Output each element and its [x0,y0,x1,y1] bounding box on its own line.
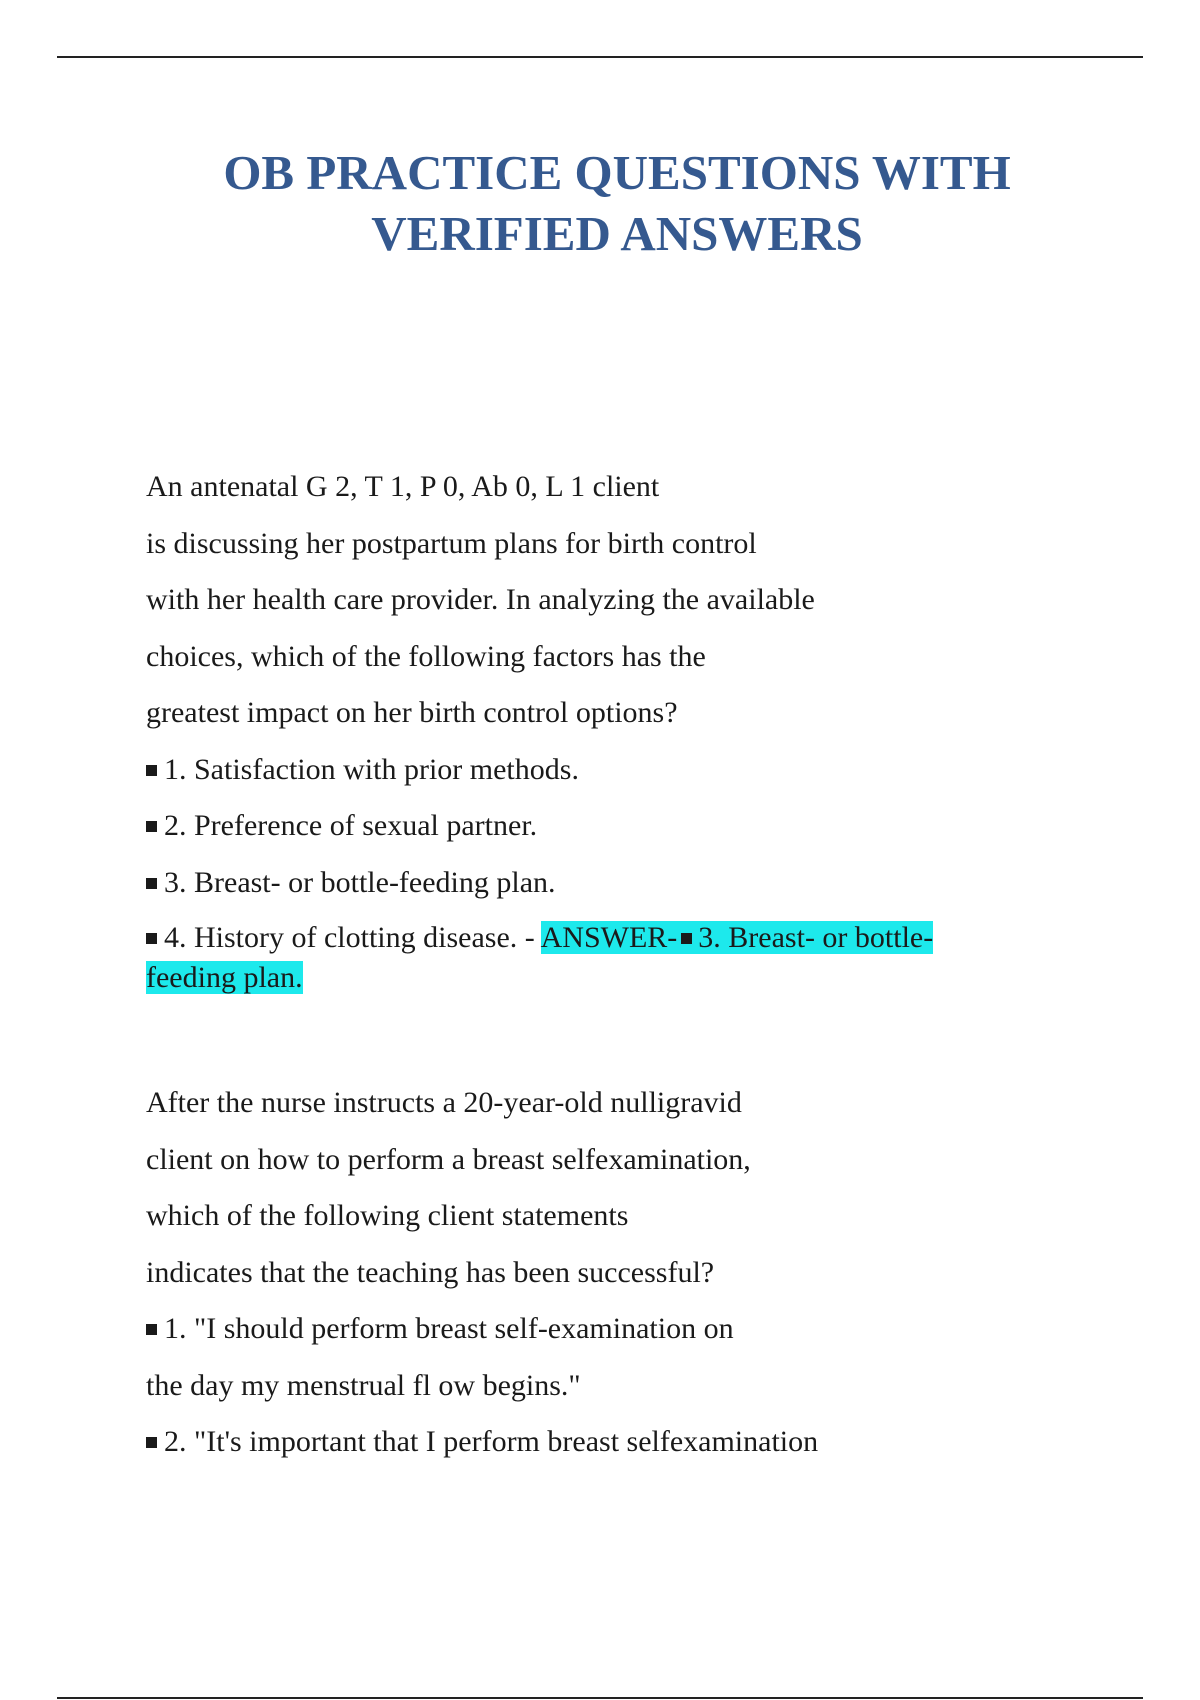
question-1-stem-line: greatest impact on her birth control options? [146,696,678,729]
square-bullet-icon [146,1437,157,1448]
document-title [0,142,1200,264]
question-1-option-2: 2. Preference of sexual partner. [146,805,1046,862]
square-bullet-icon [146,821,157,832]
question-2-stem-line: client on how to perform a breast selfexamination, [146,1142,751,1176]
answer-highlight [541,921,934,954]
question-1-option-4: 4. History of clotting disease. - [164,921,535,954]
question-2-option-1: 1. "I should perform breast self-examination on [146,1308,1046,1365]
answer-label: ANSWER- [540,921,678,954]
square-bullet-icon [681,933,692,944]
square-bullet-icon [146,1324,157,1335]
question-1 [146,466,1046,998]
title-line-1: OB PRACTICE QUESTIONS WITH [223,145,1011,200]
square-bullet-icon [146,765,157,776]
answer-text: 3. Breast- or bottle- [698,921,934,954]
question-2-stem-line: which of the following client statements [146,1199,629,1232]
top-rule [57,56,1143,58]
square-bullet-icon [146,878,157,889]
question-2-option-2: 2. "It's important that I perform breast selfexamination [146,1421,1046,1478]
question-2-option-1-continuation: the day my menstrual fl ow begins." [146,1368,581,1402]
question-2 [146,1082,1046,1478]
question-1-stem-line: is discussing her postpartum plans for birth control [146,526,757,560]
question-1-option-1: 1. Satisfaction with prior methods. [146,749,1046,806]
answer-continuation: feeding plan. [146,961,303,994]
square-bullet-icon [146,933,157,944]
question-1-stem-line: choices, which of the following factors has the [146,639,706,673]
question-1-option-4-with-answer [146,918,1046,998]
question-1-stem-line: An antenatal G 2, T 1, P 0, Ab 0, L 1 client [146,470,660,503]
document-body [146,466,1046,1478]
question-2-stem-line: After the nurse instructs a 20-year-old nulligravid [146,1086,742,1119]
question-1-stem-line: with her health care provider. In analyzing the available [146,583,815,616]
question-2-stem-line: indicates that the teaching has been successful? [146,1255,715,1289]
question-1-option-3: 3. Breast- or bottle-feeding plan. [146,862,1046,919]
bottom-rule [57,1697,1143,1699]
title-line-2: VERIFIED ANSWERS [371,206,863,261]
